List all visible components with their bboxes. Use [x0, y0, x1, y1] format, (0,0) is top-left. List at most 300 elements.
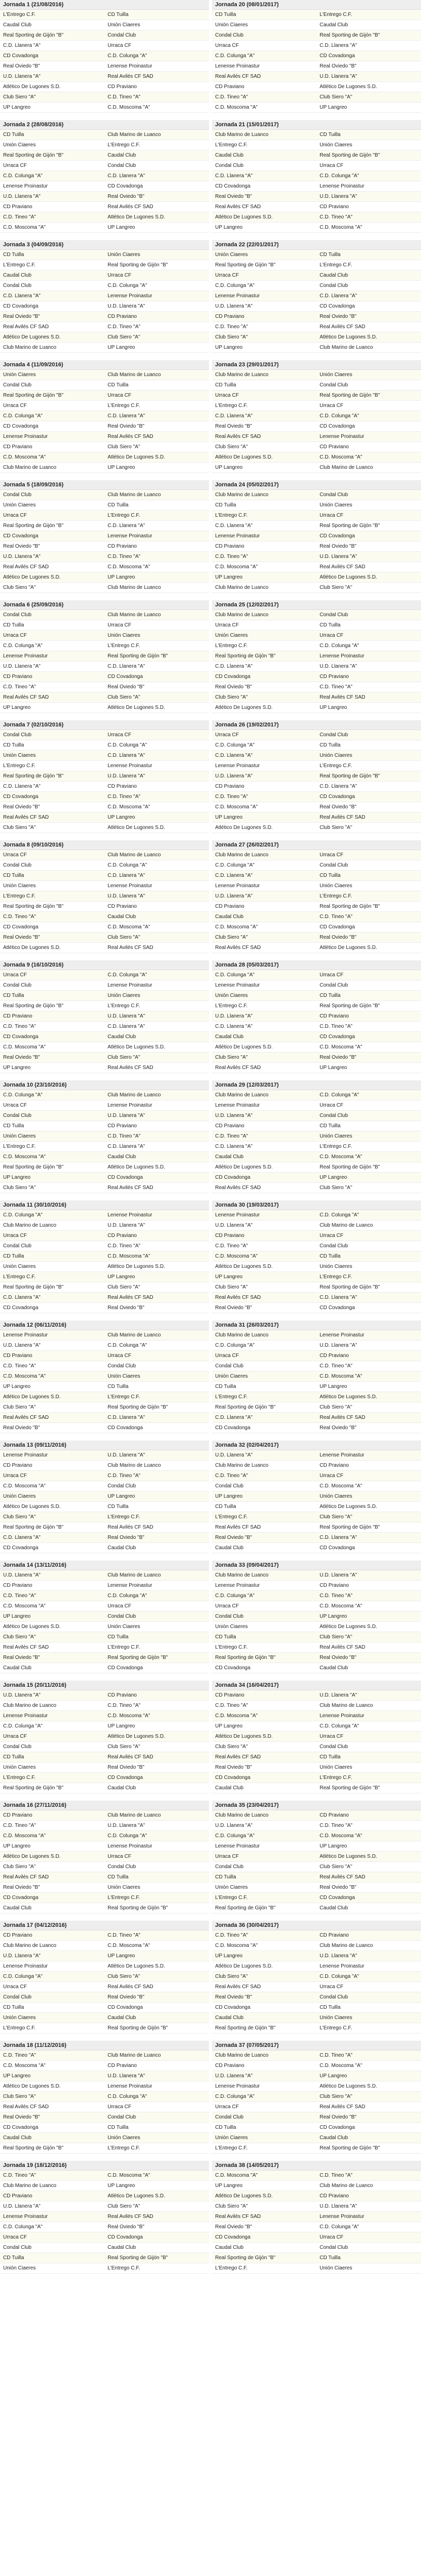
matchday-title: Jornada 25 (12/02/2017)	[212, 600, 421, 610]
home-team: Urraca CF	[3, 1233, 27, 1239]
match-row	[0, 1642, 209, 1653]
match-row	[0, 463, 209, 473]
away-team: C.D. Colunga "A"	[108, 1343, 147, 1348]
home-team: Unión Ciaeres	[3, 883, 36, 889]
match-row	[212, 751, 421, 761]
match-row	[212, 2243, 421, 2253]
match-row	[212, 291, 421, 301]
match-row	[0, 61, 209, 72]
away-team: Real Avilés CF SAD	[320, 1415, 365, 1420]
away-team: C.D. Tineo "A"	[108, 94, 141, 100]
match-row	[212, 2013, 421, 2023]
home-team: CD Tuilla	[3, 993, 24, 998]
home-team: Real Oviedo "B"	[215, 1765, 252, 1770]
away-team: Real Sporting de Gijón "B"	[320, 1003, 380, 1009]
away-team: Real Sporting de Gijón "B"	[320, 1524, 380, 1530]
match-row	[0, 312, 209, 322]
match-row	[212, 1591, 421, 1601]
match-row	[212, 1481, 421, 1492]
away-team: UP Langreo	[320, 2073, 347, 2079]
away-team: Lenense Proinastur	[108, 1103, 152, 1108]
home-team: Caudal Club	[215, 914, 244, 920]
match-list	[212, 1450, 421, 1553]
round-pair	[0, 1681, 421, 1801]
match-list	[0, 610, 209, 713]
match-row	[212, 463, 421, 473]
away-team: Club Marino de Luanco	[320, 1223, 373, 1228]
home-team: U.D. Llanera "A"	[215, 893, 253, 899]
home-team: C.D. Llanera "A"	[215, 523, 253, 529]
matchday-block	[212, 1320, 421, 1433]
away-team: Unión Ciaeres	[108, 993, 141, 998]
match-row	[0, 891, 209, 902]
home-team: CD Covadonga	[3, 53, 39, 59]
home-team: Real Avilés CF SAD	[215, 74, 261, 79]
round-pair	[0, 960, 421, 1080]
home-team: Urraca CF	[3, 403, 27, 409]
matchday-block	[0, 1801, 209, 1913]
match-row	[0, 1982, 209, 1992]
match-row	[212, 782, 421, 792]
home-team: Condal Club	[3, 492, 32, 498]
home-team: Club Marino de Luanco	[3, 2183, 57, 2189]
home-team: CD Tuilla	[215, 2125, 236, 2130]
away-team: L'Entrego C.F.	[108, 513, 141, 518]
home-team: Real Oviedo "B"	[3, 804, 40, 810]
home-team: C.D. Tineo "A"	[3, 2173, 36, 2178]
away-team: Atlético De Lugones S.D.	[320, 1394, 377, 1400]
match-row	[212, 1461, 421, 1471]
home-team: C.D. Tineo "A"	[215, 94, 248, 100]
away-team: Urraca CF	[108, 393, 132, 398]
home-team: CD Covadonga	[215, 1175, 251, 1180]
away-team: Caudal Club	[320, 2135, 348, 2141]
home-team: Real Avilés CF SAD	[215, 1185, 261, 1191]
match-row	[212, 2023, 421, 2033]
home-team: C.D. Moscoma "A"	[215, 564, 258, 570]
home-team: Caudal Club	[215, 1545, 244, 1551]
match-list	[212, 2050, 421, 2154]
home-team: L'Entrego C.F.	[3, 1274, 36, 1280]
match-row	[212, 1341, 421, 1351]
match-row	[0, 1721, 209, 1732]
home-team: L'Entrego C.F.	[3, 893, 36, 899]
match-row	[0, 212, 209, 223]
match-row	[212, 1492, 421, 1502]
match-row	[0, 1361, 209, 1371]
match-row	[212, 651, 421, 662]
match-row	[0, 1152, 209, 1162]
match-row	[212, 1142, 421, 1152]
matchday-title: Jornada 21 (15/01/2017)	[212, 120, 421, 130]
away-team: Real Oviedo "B"	[320, 1655, 357, 1660]
away-team: Real Avilés CF SAD	[108, 1984, 153, 1990]
match-row	[0, 782, 209, 792]
home-team: Real Sporting de Gijón "B"	[3, 1524, 64, 1530]
matchday-title: Jornada 32 (02/04/2017)	[212, 1440, 421, 1450]
home-team: Club Siero "A"	[215, 444, 248, 450]
match-row	[0, 2181, 209, 2191]
home-team: Condal Club	[215, 32, 244, 38]
matchday-block	[0, 240, 209, 353]
away-team: C.D. Moscoma "A"	[320, 1044, 362, 1050]
home-team: CD Tuilla	[3, 252, 24, 258]
away-team: Club Siero "A"	[108, 334, 141, 340]
home-team: C.D. Tineo "A"	[215, 1133, 248, 1139]
away-team: L'Entrego C.F.	[320, 262, 353, 268]
home-team: L'Entrego C.F.	[215, 1514, 248, 1520]
away-team: Real Avilés CF SAD	[108, 2214, 153, 2219]
match-row	[0, 552, 209, 562]
away-team: Club Marino de Luanco	[108, 132, 161, 138]
match-row	[0, 521, 209, 531]
match-row	[0, 1690, 209, 1701]
home-team: Real Avilés CF SAD	[3, 815, 49, 820]
away-team: Lenense Proinastur	[320, 653, 364, 659]
match-row	[0, 2191, 209, 2201]
away-team: Club Marino de Luanco	[108, 2053, 161, 2058]
home-team: Atlético De Lugones S.D.	[3, 2083, 61, 2089]
home-team: Real Sporting de Gijón "B"	[3, 773, 64, 779]
home-team: L'Entrego C.F.	[3, 1775, 36, 1781]
away-team: Real Oviedo "B"	[320, 804, 357, 810]
away-team: CD Covadonga	[320, 924, 355, 930]
away-team: C.D. Moscoma "A"	[108, 2173, 150, 2178]
home-team: Atlético De Lugones S.D.	[3, 84, 61, 90]
home-team: U.D. Llanera "A"	[3, 1343, 41, 1348]
away-team: CD Tuilla	[108, 2125, 129, 2130]
match-list	[0, 1810, 209, 1913]
home-team: UP Langreo	[215, 815, 243, 820]
match-row	[212, 1262, 421, 1272]
home-team: Unión Ciaeres	[215, 1374, 248, 1379]
match-row	[0, 1032, 209, 1042]
match-list	[212, 10, 421, 113]
away-team: C.D. Tineo "A"	[108, 1133, 141, 1139]
home-team: UP Langreo	[3, 105, 31, 110]
home-team: CD Tuilla	[215, 1504, 236, 1510]
away-team: Caudal Club	[320, 22, 348, 28]
home-team: C.D. Tineo "A"	[215, 1703, 248, 1708]
away-team: Atlético De Lugones S.D.	[108, 2193, 165, 2199]
match-row	[0, 771, 209, 782]
away-team: Condal Club	[320, 1113, 348, 1118]
match-row	[212, 730, 421, 740]
away-team: Club Siero "A"	[320, 585, 353, 590]
home-team: Club Marino de Luanco	[215, 1092, 269, 1098]
match-row	[212, 1841, 421, 1852]
away-team: CD Tuilla	[320, 252, 341, 258]
home-team: Atlético De Lugones S.D.	[215, 454, 273, 460]
match-row	[0, 1752, 209, 1762]
home-team: Unión Ciaeres	[215, 1624, 248, 1630]
home-team: L'Entrego C.F.	[215, 513, 248, 518]
home-team: Real Oviedo "B"	[3, 63, 40, 69]
matchday-title: Jornada 22 (22/01/2017)	[212, 240, 421, 250]
away-team: Real Sporting de Gijón "B"	[320, 523, 380, 529]
match-row	[0, 150, 209, 161]
away-team: Real Oviedo "B"	[108, 194, 145, 199]
match-row	[0, 1821, 209, 1831]
match-row	[0, 912, 209, 922]
home-team: Club Siero "A"	[3, 1514, 36, 1520]
match-list	[0, 730, 209, 833]
away-team: Club Marino de Luanco	[320, 2183, 373, 2189]
home-team: L'Entrego C.F.	[3, 1144, 36, 1149]
round-pair	[0, 480, 421, 600]
away-team: C.D. Tineo "A"	[108, 324, 141, 330]
away-team: C.D. Llanera "A"	[108, 173, 145, 179]
away-team: U.D. Llanera "A"	[320, 1343, 357, 1348]
match-row	[0, 1930, 209, 1941]
home-team: Real Avilés CF SAD	[3, 694, 49, 700]
match-row	[0, 250, 209, 260]
match-row	[212, 92, 421, 103]
home-team: L'Entrego C.F.	[215, 1003, 248, 1009]
away-team: C.D. Moscoma "A"	[320, 1483, 362, 1489]
match-list	[0, 1090, 209, 1193]
match-row	[212, 641, 421, 651]
home-team: Real Avilés CF SAD	[215, 1754, 261, 1760]
home-team: Atlético De Lugones S.D.	[215, 1734, 273, 1739]
matchday-block	[0, 1320, 209, 1433]
away-team: Unión Ciaeres	[108, 1885, 141, 1890]
away-team: UP Langreo	[108, 815, 135, 820]
home-team: Real Oviedo "B"	[215, 194, 252, 199]
away-team: CD Praviano	[108, 84, 137, 90]
away-team: Real Oviedo "B"	[108, 1765, 145, 1770]
home-team: C.D. Moscoma "A"	[215, 924, 258, 930]
away-team: Atlético De Lugones S.D.	[320, 1504, 377, 1510]
round-pair	[0, 2041, 421, 2161]
home-team: C.D. Moscoma "A"	[215, 804, 258, 810]
match-row	[0, 1852, 209, 1862]
match-row	[212, 1090, 421, 1100]
match-row	[212, 2123, 421, 2133]
match-row	[0, 2092, 209, 2102]
match-row	[212, 1251, 421, 1262]
home-team: CD Covadonga	[3, 423, 39, 429]
away-team: Real Sporting de Gijón "B"	[108, 2255, 168, 2261]
match-row	[0, 672, 209, 682]
away-team: Club Siero "A"	[108, 444, 141, 450]
match-list	[0, 1330, 209, 1433]
away-team: C.D. Colunga "A"	[320, 1212, 359, 1218]
home-team: Condal Club	[3, 1113, 32, 1118]
match-row	[212, 2253, 421, 2263]
match-row	[0, 1701, 209, 1711]
matchday-block	[0, 1561, 209, 1673]
away-team: C.D. Llanera "A"	[320, 1295, 357, 1300]
away-team: CD Praviano	[320, 1933, 349, 1938]
match-row	[212, 562, 421, 572]
match-row	[0, 740, 209, 751]
match-row	[0, 1471, 209, 1481]
match-row	[212, 1282, 421, 1293]
match-row	[0, 562, 209, 572]
home-team: Lenense Proinastur	[215, 1212, 260, 1218]
home-team: C.D. Tineo "A"	[3, 1024, 36, 1029]
match-row	[212, 1042, 421, 1053]
away-team: CD Covadonga	[108, 2234, 143, 2240]
away-team: CD Covadonga	[320, 1895, 355, 1901]
match-row	[212, 1221, 421, 1231]
match-row	[212, 1742, 421, 1752]
match-row	[212, 812, 421, 823]
home-team: Lenense Proinastur	[215, 883, 260, 889]
away-team: CD Tuilla	[108, 1384, 129, 1389]
away-team: Club Siero "A"	[320, 94, 353, 100]
match-row	[212, 1972, 421, 1982]
home-team: Club Siero "A"	[215, 2204, 248, 2209]
matchday-title: Jornada 24 (05/02/2017)	[212, 480, 421, 490]
home-team: Real Oviedo "B"	[3, 1885, 40, 1890]
match-row	[0, 1653, 209, 1663]
match-row	[212, 1773, 421, 1783]
home-team: L'Entrego C.F.	[215, 643, 248, 649]
away-team: Club Marino de Luanco	[320, 465, 373, 470]
away-team: U.D. Llanera "A"	[320, 194, 357, 199]
away-team: C.D. Tineo "A"	[320, 684, 353, 690]
match-row	[212, 1632, 421, 1642]
home-team: Lenense Proinastur	[3, 183, 48, 189]
away-team: Lenense Proinastur	[320, 1332, 364, 1338]
away-team: Caudal Club	[108, 1785, 136, 1791]
match-row	[0, 1543, 209, 1553]
match-row	[212, 1053, 421, 1063]
away-team: CD Praviano	[320, 1812, 349, 1818]
match-row	[212, 2050, 421, 2061]
home-team: C.D. Llanera "A"	[3, 1295, 41, 1300]
match-row	[0, 761, 209, 771]
home-team: Real Avilés CF SAD	[3, 1645, 49, 1650]
match-row	[212, 2003, 421, 2013]
matchday-block	[212, 1200, 421, 1313]
match-row	[0, 130, 209, 140]
away-team: CD Covadonga	[108, 1665, 143, 1671]
match-row	[212, 490, 421, 500]
home-team: C.D. Llanera "A"	[215, 1024, 253, 1029]
match-row	[212, 521, 421, 531]
home-team: CD Praviano	[3, 2193, 32, 2199]
match-row	[212, 1831, 421, 1841]
matchday-block	[212, 240, 421, 353]
away-team: Unión Ciaeres	[320, 2265, 353, 2271]
away-team: CD Praviano	[108, 1692, 137, 1698]
away-team: Atlético De Lugones S.D.	[108, 1164, 165, 1170]
away-team: Caudal Club	[320, 273, 348, 278]
match-row	[212, 161, 421, 171]
away-team: CD Covadonga	[320, 53, 355, 59]
away-team: C.D. Llanera "A"	[108, 1415, 145, 1420]
away-team: Condal Club	[320, 612, 348, 618]
match-row	[0, 322, 209, 332]
away-team: Real Sporting de Gijón "B"	[108, 1404, 168, 1410]
match-row	[0, 2112, 209, 2123]
away-team: Real Sporting de Gijón "B"	[320, 1284, 380, 1290]
match-row	[0, 1022, 209, 1032]
home-team: C.D. Moscoma "A"	[215, 2173, 258, 2178]
home-team: Club Siero "A"	[215, 1284, 248, 1290]
away-team: Real Avilés CF SAD	[320, 2104, 365, 2110]
away-team: C.D. Llanera "A"	[320, 293, 357, 299]
away-team: Condal Club	[320, 1243, 348, 1249]
home-team: Club Marino de Luanco	[215, 1463, 269, 1468]
away-team: Urraca CF	[108, 273, 132, 278]
match-row	[0, 2102, 209, 2112]
home-team: Caudal Club	[215, 1034, 244, 1040]
home-team: Atlético De Lugones S.D.	[3, 1504, 61, 1510]
home-team: Urraca CF	[215, 2104, 239, 2110]
match-row	[0, 401, 209, 411]
match-row	[0, 2201, 209, 2212]
home-team: Lenense Proinastur	[215, 293, 260, 299]
away-team: U.D. Llanera "A"	[320, 1692, 357, 1698]
match-row	[212, 692, 421, 703]
match-row	[212, 1752, 421, 1762]
match-list	[0, 490, 209, 593]
home-team: Lenense Proinastur	[215, 63, 260, 69]
away-team: Club Marino de Luanco	[108, 852, 161, 858]
match-row	[0, 223, 209, 233]
match-row	[0, 1481, 209, 1492]
away-team: Real Oviedo "B"	[108, 1305, 145, 1311]
home-team: Club Siero "A"	[3, 2094, 36, 2099]
matchday-title: Jornada 13 (09/11/2016)	[0, 1440, 209, 1450]
home-team: Club Siero "A"	[3, 1185, 36, 1191]
away-team: Urraca CF	[320, 852, 344, 858]
home-team: Urraca CF	[3, 1473, 27, 1479]
match-row	[0, 1711, 209, 1721]
away-team: UP Langreo	[108, 1723, 135, 1729]
match-row	[212, 401, 421, 411]
away-team: Real Avilés CF SAD	[320, 1874, 365, 1880]
home-team: CD Tuilla	[3, 622, 24, 628]
away-team: Lenense Proinastur	[108, 763, 152, 769]
match-row	[212, 10, 421, 20]
match-list	[212, 1810, 421, 1913]
match-row	[0, 1663, 209, 1673]
matchday-title: Jornada 29 (12/03/2017)	[212, 1080, 421, 1090]
home-team: Atlético De Lugones S.D.	[215, 1164, 273, 1170]
away-team: Club Marino de Luanco	[108, 585, 161, 590]
matchday-block	[0, 1200, 209, 1313]
match-row	[212, 250, 421, 260]
home-team: Urraca CF	[3, 633, 27, 638]
match-row	[0, 1210, 209, 1221]
home-team: CD Tuilla	[3, 1754, 24, 1760]
match-row	[0, 860, 209, 871]
match-row	[212, 943, 421, 953]
match-row	[0, 171, 209, 181]
home-team: Atlético De Lugones S.D.	[3, 574, 61, 580]
match-row	[212, 1330, 421, 1341]
matchday-block	[212, 1681, 421, 1793]
away-team: U.D. Llanera "A"	[320, 554, 357, 560]
match-row	[0, 682, 209, 692]
home-team: Caudal Club	[3, 22, 32, 28]
home-team: Club Siero "A"	[215, 1974, 248, 1979]
away-team: Real Avilés CF SAD	[108, 1295, 153, 1300]
home-team: Caudal Club	[3, 273, 32, 278]
away-team: Lenense Proinastur	[108, 1843, 152, 1849]
match-row	[0, 1221, 209, 1231]
match-list	[0, 1210, 209, 1313]
match-row	[212, 823, 421, 833]
match-row	[212, 860, 421, 871]
match-row	[212, 1543, 421, 1553]
match-row	[0, 1100, 209, 1111]
